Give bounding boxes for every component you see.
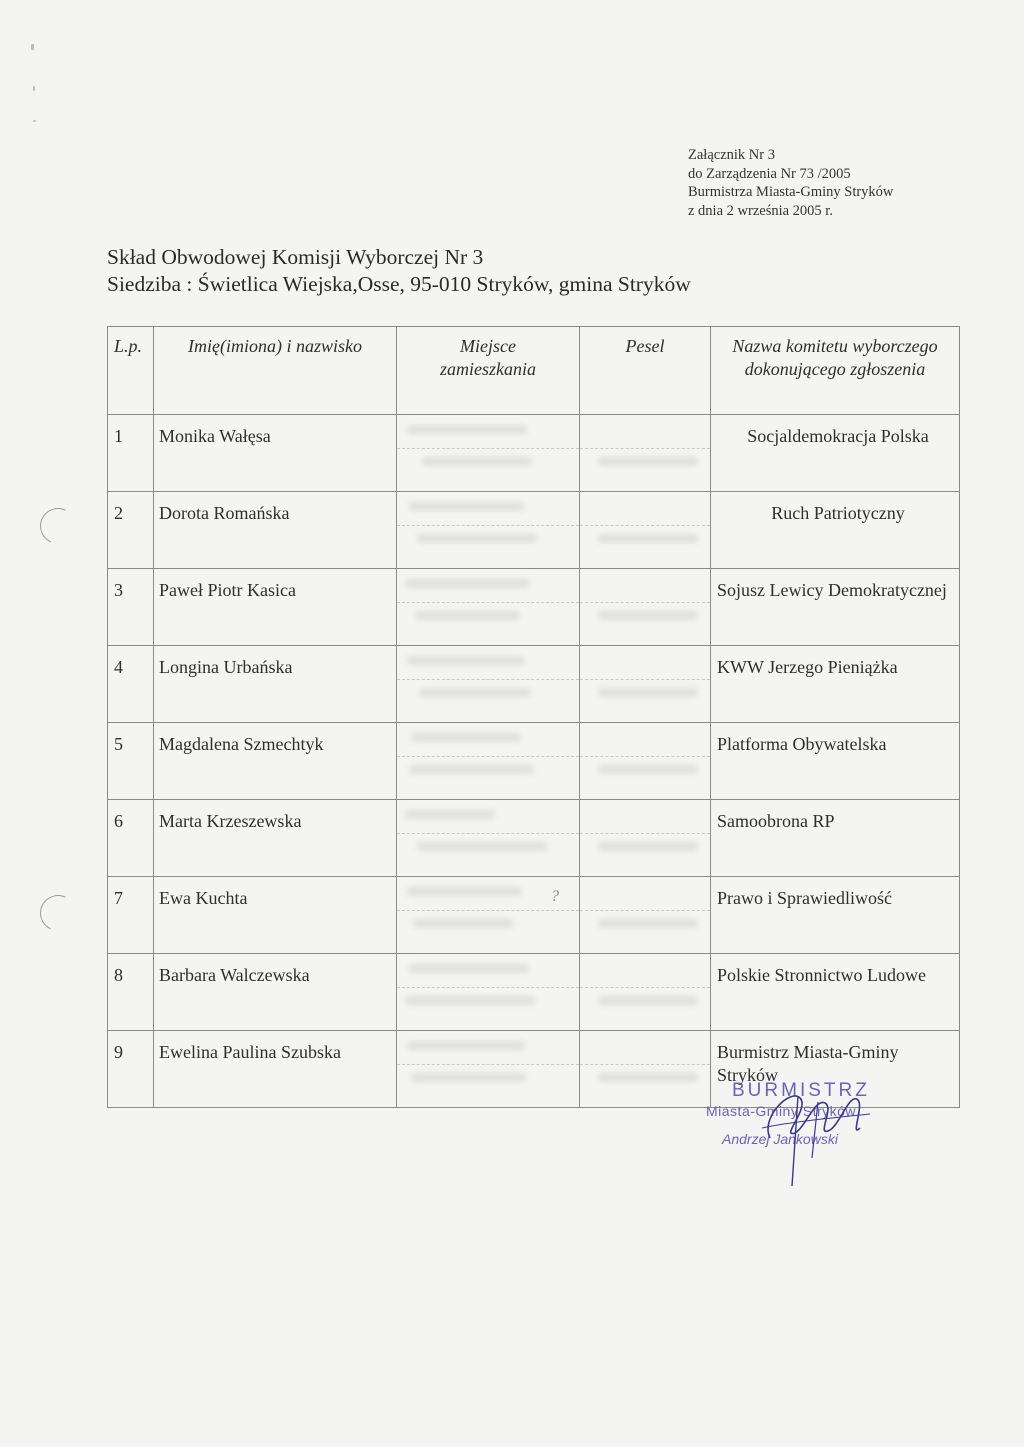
redacted-area <box>580 1031 710 1097</box>
stamp-title: BURMISTRZ <box>732 1080 870 1101</box>
redaction-smudge <box>417 534 537 543</box>
dashed-rule <box>397 910 579 911</box>
cell-residence-redacted <box>397 800 580 877</box>
stamp-subtitle: Miasta-Gminy Stryków <box>706 1103 857 1119</box>
dashed-rule <box>397 448 579 449</box>
redacted-area <box>580 800 710 866</box>
cell-lp: 4 <box>108 646 154 723</box>
cell-residence-redacted <box>397 1031 580 1108</box>
stamp-name: Andrzej Jankowski <box>722 1131 838 1147</box>
redacted-area <box>397 646 579 712</box>
header-name: Imię(imiona) i nazwisko <box>154 327 397 415</box>
cell-residence-redacted <box>397 569 580 646</box>
redaction-smudge <box>409 502 524 511</box>
redaction-smudge <box>409 964 529 973</box>
punch-hole <box>35 503 81 549</box>
title-line: Skład Obwodowej Komisji Wyborczej Nr 3 <box>107 245 484 269</box>
cell-residence-redacted <box>397 877 580 954</box>
redacted-area <box>397 569 579 635</box>
redacted-area <box>397 800 579 866</box>
dashed-rule <box>397 525 579 526</box>
cell-pesel-redacted <box>580 492 711 569</box>
dashed-rule <box>580 679 710 680</box>
redaction-smudge <box>405 996 535 1005</box>
annex-line: Załącznik Nr 3 <box>688 147 775 163</box>
paper-speck <box>31 44 34 50</box>
cell-lp: 8 <box>108 954 154 1031</box>
redacted-area <box>580 646 710 712</box>
cell-pesel-redacted <box>580 723 711 800</box>
cell-pesel-redacted <box>580 569 711 646</box>
cell-committee: Samoobrona RP <box>711 800 960 877</box>
header-pesel: Pesel <box>580 327 711 415</box>
cell-committee: Sojusz Lewicy Demokratycznej <box>711 569 960 646</box>
redacted-area <box>580 723 710 789</box>
dashed-rule <box>397 679 579 680</box>
cell-committee: KWW Jerzego Pieniążka <box>711 646 960 723</box>
dashed-rule <box>397 756 579 757</box>
cell-lp: 2 <box>108 492 154 569</box>
signature-icon <box>700 1078 890 1188</box>
redaction-smudge <box>415 611 520 620</box>
cell-residence-redacted <box>397 723 580 800</box>
header-residence: Miejsce zamieszkania <box>397 327 580 415</box>
redaction-smudge <box>407 887 522 896</box>
dashed-rule <box>397 833 579 834</box>
redacted-area <box>397 723 579 789</box>
cell-pesel-redacted <box>580 1031 711 1108</box>
annex-line: do Zarządzenia Nr 73 /2005 <box>688 165 851 182</box>
cell-name: Longina Urbańska <box>154 646 397 723</box>
redaction-smudge <box>407 1041 525 1050</box>
handwritten-mark: ? <box>551 888 559 905</box>
title-line: Siedziba : Świetlica Wiejska,Osse, 95-010 Stryków, gmina Stryków <box>107 272 691 296</box>
dashed-rule <box>397 602 579 603</box>
cell-committee: Prawo i Sprawiedliwość <box>711 877 960 954</box>
cell-name: Paweł Piotr Kasica <box>154 569 397 646</box>
cell-pesel-redacted <box>580 800 711 877</box>
cell-committee: Ruch Patriotyczny <box>711 492 960 569</box>
cell-name: Barbara Walczewska <box>154 954 397 1031</box>
cell-pesel-redacted <box>580 646 711 723</box>
dashed-rule <box>580 602 710 603</box>
redaction-smudge <box>413 919 513 928</box>
cell-lp: 3 <box>108 569 154 646</box>
redaction-smudge <box>409 765 534 774</box>
dashed-rule <box>397 987 579 988</box>
redaction-smudge <box>407 656 525 665</box>
cell-committee: Polskie Stronnictwo Ludowe <box>711 954 960 1031</box>
redaction-smudge <box>405 579 530 588</box>
cell-lp: 7 <box>108 877 154 954</box>
table-row <box>108 646 960 723</box>
cell-residence-redacted <box>397 492 580 569</box>
cell-name: Marta Krzeszewska <box>154 800 397 877</box>
redacted-area <box>580 415 710 481</box>
redacted-area <box>580 492 710 558</box>
redacted-area <box>397 877 579 943</box>
dashed-rule <box>580 833 710 834</box>
redaction-smudge <box>422 457 532 466</box>
paper-speck <box>33 86 35 91</box>
redaction-smudge <box>598 842 698 851</box>
redacted-area <box>397 492 579 558</box>
dashed-rule <box>580 987 710 988</box>
redaction-smudge <box>598 996 698 1005</box>
dashed-rule <box>580 525 710 526</box>
cell-lp: 5 <box>108 723 154 800</box>
redaction-smudge <box>411 733 521 742</box>
redaction-smudge <box>598 919 698 928</box>
document-title <box>107 244 691 298</box>
header-lp: L.p. <box>108 327 154 415</box>
table-row <box>108 415 960 492</box>
table-row <box>108 800 960 877</box>
dashed-rule <box>580 910 710 911</box>
cell-residence-redacted <box>397 954 580 1031</box>
header-committee: Nazwa komitetu wyborczego dokonującego zgłoszenia <box>711 327 960 415</box>
cell-pesel-redacted <box>580 954 711 1031</box>
cell-pesel-redacted <box>580 415 711 492</box>
cell-committee: Socjaldemokracja Polska <box>711 415 960 492</box>
redacted-area <box>397 1031 579 1097</box>
cell-lp: 9 <box>108 1031 154 1108</box>
table-row <box>108 569 960 646</box>
table-header-row <box>108 327 960 415</box>
table-row <box>108 723 960 800</box>
cell-committee: Platforma Obywatelska <box>711 723 960 800</box>
paper-speck <box>33 120 36 122</box>
table-row <box>108 492 960 569</box>
cell-lp: 6 <box>108 800 154 877</box>
dashed-rule <box>397 1064 579 1065</box>
members-table <box>107 326 960 1108</box>
cell-name: Monika Wałęsa <box>154 415 397 492</box>
redacted-area <box>580 569 710 635</box>
redacted-area <box>397 954 579 1020</box>
cell-name: Ewa Kuchta <box>154 877 397 954</box>
redaction-smudge <box>598 688 698 697</box>
annex-line: z dnia 2 września 2005 r. <box>688 202 833 219</box>
dashed-rule <box>580 756 710 757</box>
dashed-rule <box>580 1064 710 1065</box>
annex-line: Burmistrza Miasta-Gminy Stryków <box>688 184 894 200</box>
redacted-area <box>580 954 710 1020</box>
redaction-smudge <box>405 810 495 819</box>
mayor-stamp <box>700 1078 890 1158</box>
redacted-area <box>580 877 710 943</box>
redaction-smudge <box>407 425 527 434</box>
redaction-smudge <box>598 1073 698 1082</box>
cell-lp: 1 <box>108 415 154 492</box>
table-row <box>108 877 960 954</box>
cell-pesel-redacted <box>580 877 711 954</box>
redaction-smudge <box>411 1073 526 1082</box>
cell-committee: Burmistrz Miasta-Gminy Stryków <box>711 1031 960 1108</box>
redacted-area <box>397 415 579 481</box>
redaction-smudge <box>598 457 698 466</box>
cell-name: Magdalena Szmechtyk <box>154 723 397 800</box>
punch-hole <box>35 890 81 936</box>
redaction-smudge <box>598 534 698 543</box>
cell-residence-redacted <box>397 415 580 492</box>
dashed-rule <box>580 448 710 449</box>
table-row <box>108 954 960 1031</box>
cell-name: Dorota Romańska <box>154 492 397 569</box>
redaction-smudge <box>419 688 531 697</box>
cell-residence-redacted <box>397 646 580 723</box>
redaction-smudge <box>417 842 547 851</box>
cell-name: Ewelina Paulina Szubska <box>154 1031 397 1108</box>
annex-note <box>688 146 893 220</box>
redaction-smudge <box>598 611 698 620</box>
redaction-smudge <box>598 765 698 774</box>
